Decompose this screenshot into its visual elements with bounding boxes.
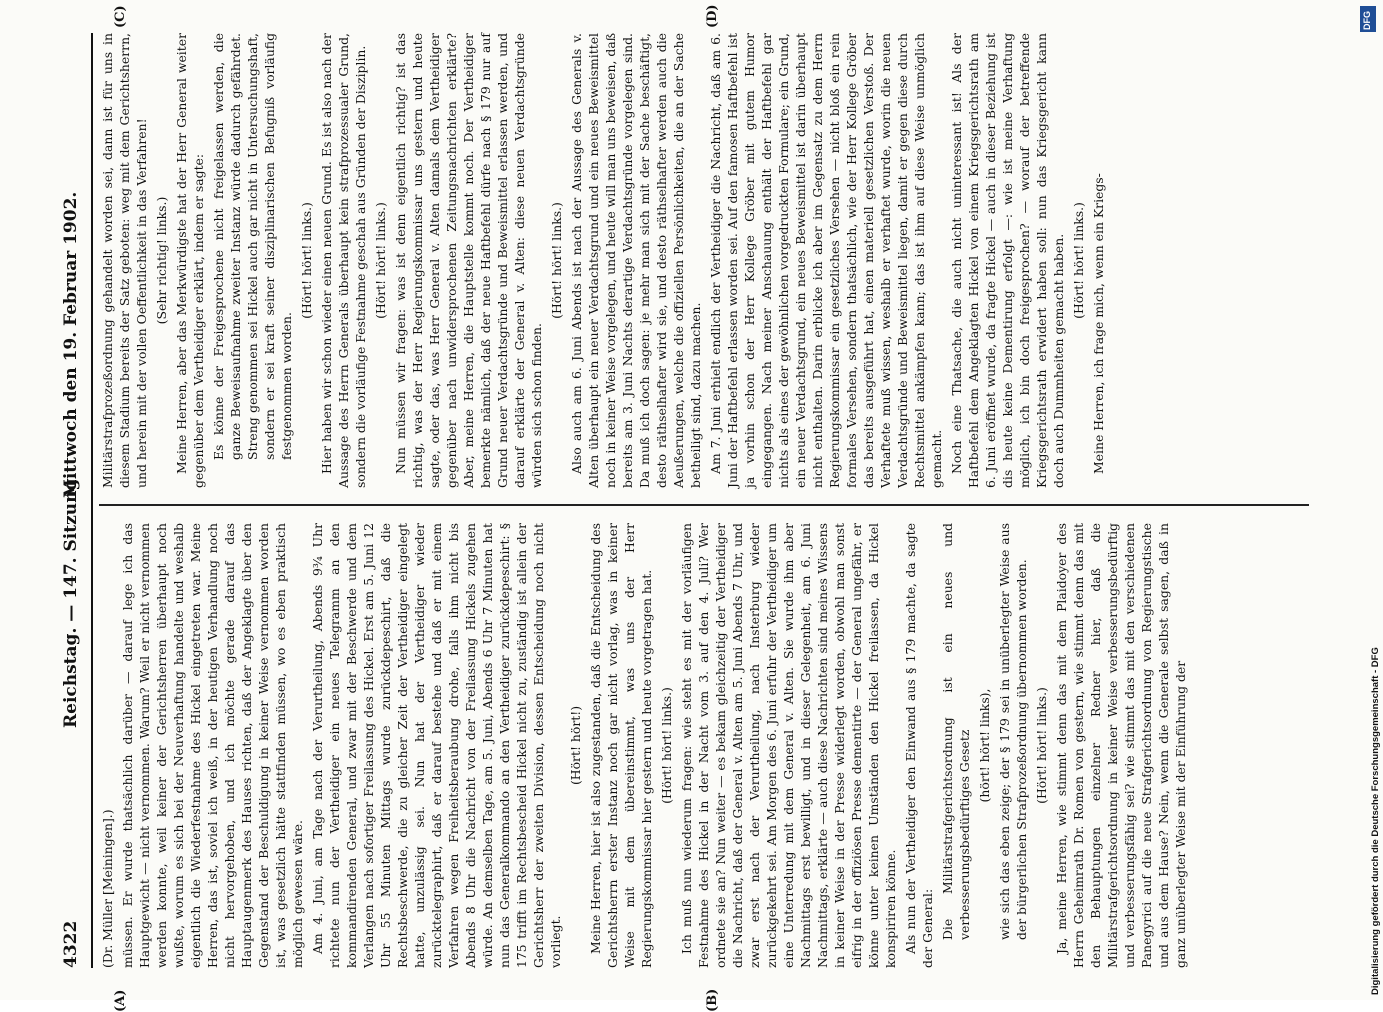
paragraph: Nun müssen wir fragen: was ist denn eigentlich richtig? ist das richtig, was der Herr Regierungskommissar uns gestern und heute sagte, oder das, was Herr General v. Alten damals dem Vertheidiger gegenüber nach unwidersprochenen Zeitungsnachrichten erklärte? Aber, meine Herren, die Hauptstelle kommt noch. Der Vertheidiger bemerkte nämlich, daß der neue Haftbefehl dürfe nach § 179 nur auf Grund neuer Verdachtsgründe und Beweismittel erlassen werden, und darauf erklärte der General v. Alten: diese neuen Verdachtsgründe würden sich schon finden.: [393, 33, 544, 488]
quotation: Die Militärstrafgerichtsordnung ist ein neues und verbesserungsbedürftiges Gesetz: [940, 523, 972, 940]
margin-marker-a: (A): [113, 989, 128, 1012]
paragraph: Meine Herren, ich frage mich, wenn ein Kriegs-: [1091, 173, 1106, 474]
session-date: Mittwoch den 19. Februar 1902.: [61, 191, 81, 498]
paragraph: Als nun der Vertheidiger den Einwand aus § 179 machte, da sagte der General:: [903, 523, 935, 968]
speaker-attribution: (Dr. Müller [Meiningen].): [100, 809, 115, 968]
margin-marker-b: (B): [705, 988, 720, 1012]
interjection: (Hört! hört! links.): [549, 202, 564, 319]
interjection: (Hört! hört! links.): [1071, 202, 1086, 319]
page-header: [55, 33, 89, 968]
paragraph: Ich muß nun wiederum fragen: wie steht es mit der vorläufigen Festnahme des Hickel in der Nacht vom 3. auf den 4. Juli? Wer ordnete sie an? Nun weiter — es bekam gleichzeitig der Vertheidiger die Nachricht, daß der General v. Alten am 5. Juni Abends 7 Uhr, und zwar erst nach der Verurtheilung, nach Insterburg wieder zurückgekehrt sei. Am Morgen des 6. Juni erfuhr der Vertheidiger um eine Unterredung mit dem General v. Alten. Sie wurde ihm aber Nachmittags erst bewilligt, und in dieser Gelegenheit, am 6. Juni Nachmittags, erklärte — auch diese Nachrichten sind meines Wissens in keiner Weise in der Presse widerlegt worden, obwohl man sonst eifrig in der offiziösen Presse dementirte — der General ungefähr, er könne unter keinen Umständen den Hickel freilassen, da Hickel konspiriren könne.: [679, 523, 898, 968]
right-column: [99, 33, 1110, 488]
digitization-note-text: Digitalisierung gefördert durch die Deutsche Forschungsgemeinschaft - DFG: [1370, 647, 1381, 995]
paragraph: Meine Herren, aber das Merkwürdigste hat der Herr General weiter gegenüber dem Vertheidiger erklärt, indem er sagte:: [174, 33, 206, 488]
interjection: (hört! hört! links),: [977, 688, 992, 803]
interjection: (Hört! hört!): [568, 705, 583, 786]
interjection: (Hört! hört! links.): [299, 202, 314, 319]
interjection: (Hört! hört! links.): [659, 687, 674, 804]
paragraph: müssen. Er wurde thatsächlich darüber — darauf lege ich das Hauptgewicht — nicht vernommen. Warum? Weil er nicht vernommen werden konnte, weil keiner der Gerichtsherren überhaupt noch wußte, worum es sich bei der Neuverhaftung handelte und weshalb eigentlich die Wiederfestnahme des Hickel eingetreten war. Meine Herren, das ist, soviel ich weiß, in der heutigen Verhandlung noch nicht hervorgehoben, und ich möchte gerade darauf das Hauptaugenmerk des Hauses richten, daß der Angeklagte über den Gegenstand der Beschuldigung in keiner Weise vernommen worden ist, was gesetzlich hätte stattfinden müssen, wo es eben praktisch möglich gewesen wäre.: [120, 523, 305, 968]
margin-marker-d: (D): [705, 4, 720, 28]
paragraph: Hier haben wir schon wieder einen neuen Grund. Es ist also nach der Aussage des Herrn Generals überhaupt kein strafprozessualer Grund, sondern die vorläufige Festnahme geschah aus Gründen der Disziplin.: [319, 33, 368, 488]
quotation: wie sich das eben zeige; der § 179 sei in unüberlegter Weise aus der bürgerlichen Strafprozeßordnung übernommen worden.: [997, 523, 1029, 940]
interjection: (Hört! hört! links.): [1034, 687, 1049, 804]
header-rule: [91, 33, 93, 968]
paragraph: Also auch am 6. Juni Abends ist nach der Aussage des Generals v. Alten überhaupt ein neuer Verdachtsgrund und ein neues Beweismittel noch in keiner Weise vorgelegen, und heute will man uns beweisen, daß bereits am 3. Juni Nachts derartige Verdachtsgründe vorgelegen sind. Da muß ich doch sagen: je mehr man sich mit der Sache beschäftigt, desto räthselhafter wird sie, und desto räthselhafter werden auch die Aeußerungen, welche die offiziellen Persönlichkeiten, die an der Sache betheiligt sind, dazu machen.: [569, 33, 703, 488]
paragraph: Meine Herren, hier ist also zugestanden, daß die Entscheidung des Gerichtsherrn erster Instanz noch gar nicht vorlag, was in keiner Weise mit dem übereinstimmt, was uns der Herr Regierungskommissar hier gestern und heute vorgetragen hat.: [588, 523, 654, 968]
left-column: [99, 523, 1192, 968]
interjection: (Sehr richtig! links.): [154, 196, 169, 325]
margin-marker-c: (C): [113, 5, 128, 28]
paragraph: Militärstrafprozeßordnung gehandelt worden sei, dann ist für uns in diesem Stadium bereits der Satz geboten: weg mit dem Gerichtsherrn, und herein mit der vollen Oeffentlichkeit in das Verfahren!: [100, 33, 149, 488]
column-divider: [99, 504, 1309, 506]
paragraph: Am 4. Juni, am Tage nach der Verurtheilung, Abends 9¾ Uhr richtete nun der Vertheidiger ein neues Telegramm an den kommandirenden General, und zwar mit der Beschwerde und dem Verlangen nach sofortiger Freilassung des Hickel. Erst am 5. Juni 12 Uhr 55 Minuten Mittags wurde zurückdepeschirt, daß die Rechtsbeschwerde, die zu gleicher Zeit der Vertheidiger eingelegt hatte, unzulässig sei. Nun hat der Vertheidiger wieder zurücktelegraphirt, daß er darauf bestehe und daß er mit einem Verfahren wegen Freiheitsberaubung drohe, falls ihm nicht bis Abends 8 Uhr die Nachricht von der Freilassung Hickels zugehen würde. An demselben Tage, am 5. Juni, Abends 6 Uhr 7 Minuten hat nun das Generalkommando an den Vertheidiger zurückdepeschirt: § 175 trifft im Rechtsbescheid Hickel nicht zu, zuständig ist allein der Gerichtsherr der zweiten Division, dessen Entscheidung noch nicht vorliegt.: [310, 523, 563, 968]
rotated-page-content: [55, 4, 1315, 1012]
paragraph: Noch eine Thatsache, die auch nicht uninteressant ist! Als der Haftbefehl dem Angeklagten Hickel von einem Kriegsgerichtsrath am 6. Juni eröffnet wurde, da fragte Hickel — auch in dieser Beziehung ist dis heute keine Dementirung erfolgt —: wie ist meine Verhaftung möglich, ich bin doch freigesprochen? — worauf der betreffende Kriegsgerichtsrath erwidert haben soll: nun das Kriegsgericht kann doch auch Dummheiten gemacht haben.: [949, 33, 1066, 488]
session-title: Reichstag. — 147. Sitzung.: [61, 472, 81, 728]
paragraph: Am 7. Juni erhielt endlich der Vertheidiger die Nachricht, daß am 6. Juni der Haftbefehl erlassen worden sei. Auf den famosen Haftbefehl ist ja vorhin schon der Herr Kollege Gröber mit gutem Humor eingegangen. Nach meiner Anschauung enthält der Haftbefehl gar nichts als eines der gewöhnlichen vorgedruckten Formulare; ein Grund, ein neuer Verdachtsgrund, ein neues Beweismittel ist darin überhaupt nicht enthalten. Darin erblicke ich aber im Gegensatz zu dem Herrn Regierungskommissar ein gesetzliches Versehen — nicht bloß ein rein formales Versehen, sondern thatsächlich, wie der Herr Kollege Gröber das bereits ausgeführt hat, einen materiell gesetzlichen Verstoß. Der Verhaftete muß wissen, weshalb er verhaftet wurde, worin die neuen Verdachtsgründe und Beweismittel liegen, damit er gegen diese durch Rechtsmittel ankämpfen kann; das ist ihm auf diese Weise unmöglich gemacht.: [708, 33, 944, 488]
paragraph: Ja, meine Herren, wie stimmt denn das mit dem Plaidoyer des Herrn Geheimrath Dr. Romen von gestern, wie stimmt denn das mit den Behauptungen einzelner Redner hier, daß die Militärstrafgerichtsordnung in keiner Weise verbesserungsbedürftig und verbesserungsfähig sei? wie stimmt das mit den verschiedenen Panegyrici auf die neue Strafgerichtsordnung von Regierungstische und aus dem Hause? Nein, wenn die Generale selbst sagen, daß in ganz unüberlegter Weise mit der Einführung der: [1054, 523, 1188, 968]
dfg-logo-text: DFG: [1362, 11, 1372, 30]
page-number: 4322: [61, 920, 81, 968]
interjection: (Hört! hört! links.): [373, 202, 388, 319]
digitization-note: [1358, 5, 1381, 995]
quotation: Es könne der Freigesprochene nicht freigelassen werden, die ganze Beweisaufnahme zweiter Instanz würde dadurch gefährdet. Streng genommen sei Hickel auch gar nicht in Untersuchungshaft, sondern er sei kraft seiner disziplinarischen Befugniß vorläufig festgenommen worden.: [211, 33, 294, 460]
